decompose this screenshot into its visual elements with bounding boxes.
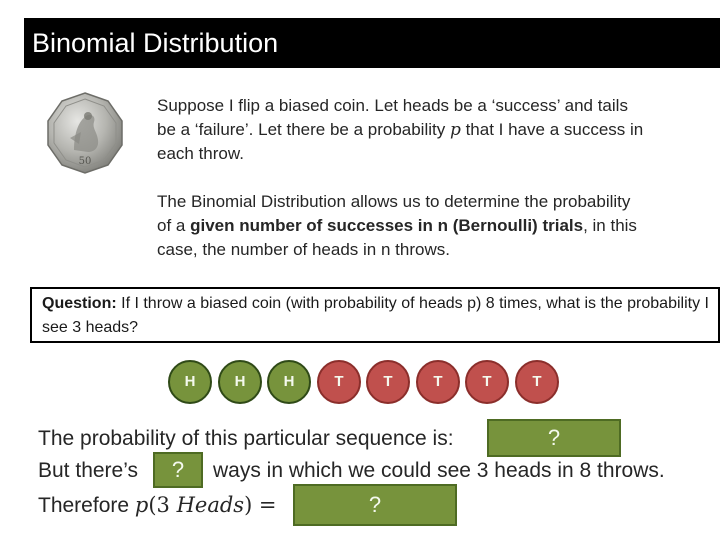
intro-paragraph	[157, 94, 647, 166]
result-answer[interactable]: ?	[293, 484, 457, 526]
sequence-probability-answer[interactable]: ?	[487, 419, 621, 457]
ways-line-start: But there’s	[38, 459, 139, 482]
sequence-probability-line: The probability of this particular sequence is:	[38, 427, 454, 450]
formula-line	[38, 492, 277, 519]
slide-title: Binomial Distribution	[32, 28, 279, 58]
definition-text-end: , in this case, the number of heads in n throws.	[157, 216, 637, 259]
heads-circle: H	[218, 360, 262, 404]
definition-text-start: The Binomial Distribution allows us to determine the probability of a	[157, 192, 631, 235]
question-box	[30, 287, 720, 343]
tails-circle: T	[465, 360, 509, 404]
title-bar	[24, 18, 720, 68]
formula-heads: Heads	[176, 493, 245, 517]
formula-close: ) =	[244, 493, 277, 517]
heads-circle: H	[267, 360, 311, 404]
formula-lead: Therefore	[38, 494, 130, 517]
fifty-pence-coin-icon	[44, 92, 126, 174]
intro-text-start: Suppose I flip a biased coin. Let heads be a ‘success’ and tails be a ‘failure’. Let there be a probability	[157, 96, 628, 139]
probability-variable: p	[449, 120, 461, 140]
ways-count-answer[interactable]: ?	[153, 452, 203, 488]
tails-circle: T	[416, 360, 460, 404]
formula-open: (3	[148, 493, 177, 517]
tails-circle: T	[515, 360, 559, 404]
heads-circle: H	[168, 360, 212, 404]
tails-circle: T	[317, 360, 361, 404]
definition-paragraph	[157, 190, 647, 262]
question-label: Question:	[42, 295, 117, 312]
definition-emphasis: given number of successes in n (Bernoulli) trials	[190, 216, 584, 235]
intro-text-end: that I have a success in each throw.	[157, 120, 644, 163]
formula-p: p	[134, 493, 149, 517]
ways-line-end: ways in which we could see 3 heads in 8 throws.	[213, 459, 665, 482]
question-text: If I throw a biased coin (with probability of heads p) 8 times, what is the probability I see 3 heads?	[42, 295, 709, 336]
tails-circle: T	[366, 360, 410, 404]
coin-value-label: 50	[78, 156, 92, 167]
